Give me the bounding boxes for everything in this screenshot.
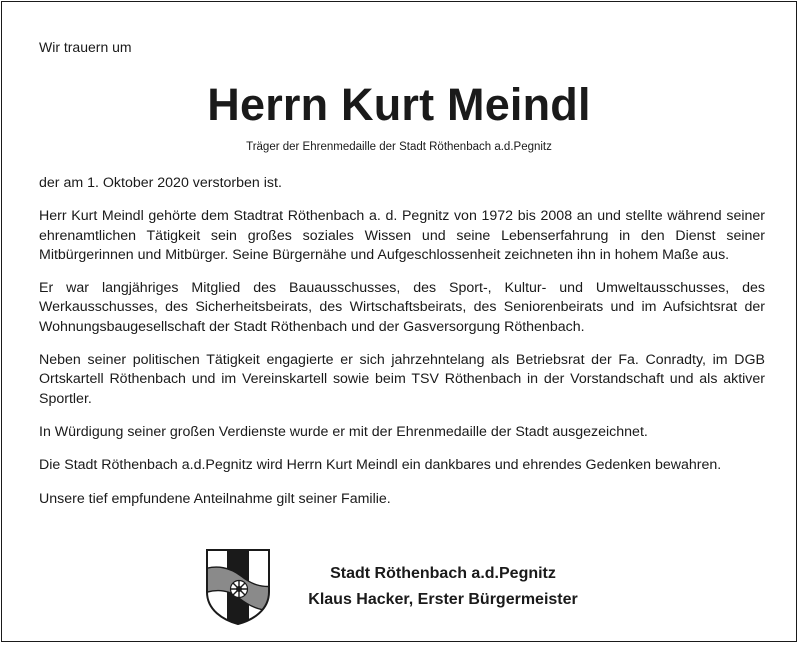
paragraph-date: der am 1. Oktober 2020 verstorben ist. xyxy=(39,175,282,191)
paragraph-condolence: Unsere tief empfundene Anteilnahme gilt seiner Familie. xyxy=(39,490,391,507)
obituary-notice xyxy=(1,1,797,642)
paragraph-remembrance: Die Stadt Röthenbach a.d.Pegnitz wird Herrn Kurt Meindl ein dankbares und ehrendes Gedenken bewahren. xyxy=(39,457,722,474)
paragraph-honor: In Würdigung seiner großen Verdienste wurde er mit der Ehrenmedaille der Stadt ausgezeichnet. xyxy=(39,423,648,440)
coat-of-arms-icon xyxy=(205,548,271,626)
paragraph-council: Herr Kurt Meindl gehörte dem Stadtrat Röthenbach a. d. Pegnitz von 1972 bis 2008 an und stellte während seiner ehrenamtlichen Tätigkeit sein großes soziales Wissen und seine Lebenserfahrung in den Dienst seiner Mitbürgerinnen und Mitbürger. Seine Bürgernähe und Aufgeschlossenheit zeichneten ihn in hohem Maße aus. xyxy=(39,208,765,263)
notice-body xyxy=(39,174,765,523)
intro-text: Wir trauern um xyxy=(39,39,132,55)
paragraph-committees: Er war langjähriges Mitglied des Bauausschusses, des Sport-, Kultur- und Umweltausschusses, des Werkausschusses, des Sicherheitsbeirats, des Wirtschaftsbeirats, des Seniorenbeirats und im Aufsichtsrat der Wohnungsbaugesellschaft der Stadt Röthenbach und der Gasversorgung Röthenbach. xyxy=(39,280,765,335)
honor-subtitle: Träger der Ehrenmedaille der Stadt Röthenbach a.d.Pegnitz xyxy=(246,141,552,153)
signature-city: Stadt Röthenbach a.d.Pegnitz xyxy=(330,565,556,582)
signature-mayor: Klaus Hacker, Erster Bürgermeister xyxy=(308,591,578,608)
deceased-name: Herrn Kurt Meindl xyxy=(207,79,591,130)
paragraph-engagement: Neben seiner politischen Tätigkeit engagierte er sich jahrzehntelang als Betriebsrat der Fa. Conradty, im DGB Ortskartell Röthenbach und im Vereinskartell sowie beim TSV Röthenbach in der Vorstandschaft und als aktiver Sportler. xyxy=(39,352,765,407)
